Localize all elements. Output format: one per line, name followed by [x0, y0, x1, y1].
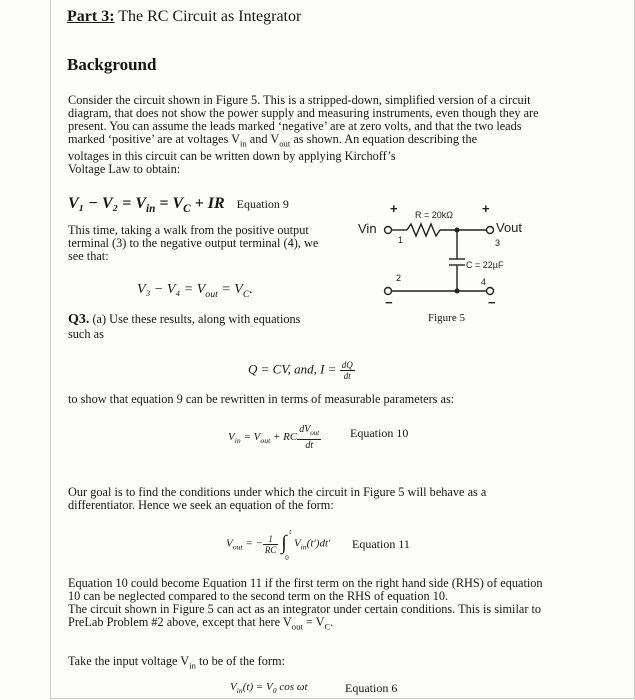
equation-9-label: Equation 9	[236, 197, 289, 211]
vout-label: Vout	[496, 220, 523, 235]
integral-sign: ∫	[281, 532, 287, 554]
intro-line: diagram, that does not show the power supply and measuring instruments, even though they are	[68, 106, 539, 120]
background-heading: Background	[67, 55, 157, 74]
minus-sign-right: −	[488, 295, 496, 310]
intro-line: present. You can assume the leads marked ‘negative’ are at zero volts, and that the two leads	[68, 119, 522, 133]
node-2-label: 2	[396, 273, 402, 283]
walk-paragraph: This time, taking a walk from the positive output terminal (3) to the negative output terminal (4), we see that:	[68, 223, 319, 263]
resistor-label: R = 20kΩ	[415, 210, 453, 220]
rc-circuit-figure	[350, 195, 540, 310]
intro-line: voltages in this circuit can be written down by applying Kirchoff’s	[68, 149, 396, 164]
equation-11: $V_{out}$ = − $\frac{1}{RC}$ ∫ t 0 $V_{in}(t')dt'$	[226, 528, 331, 562]
take-input-text: Take the input voltage $V_{in}$ to be of the form:	[68, 654, 286, 671]
equation-9: $V_1 - V_2 = V_{in} = V_C$ + IR Equation 9	[68, 195, 289, 216]
q3-label: Q3.	[68, 312, 90, 327]
equation-10-label: Equation 10	[350, 426, 409, 440]
question-q3: Q3. (a) Use these results, along with equations such as	[68, 312, 301, 341]
node-4-label: 4	[481, 277, 487, 287]
q-cv-equation: Q = CV, and, I = $\frac{dQ}{dt}$	[248, 360, 353, 381]
equation-10: $V_{in} = V_{out}$ + RC $\frac{dV_{out}}{dt}$	[228, 424, 320, 451]
intro-line: Voltage Law to obtain:	[68, 162, 181, 177]
vout-terminal-3	[487, 227, 494, 234]
equation-6-label: Equation 6	[345, 681, 398, 695]
intro-line: Consider the circuit shown in Figure 5. This is a stripped-down, simplified version of a circuit	[68, 93, 531, 107]
resistor-symbol	[407, 224, 440, 236]
vin-terminal-2	[385, 288, 392, 295]
equation-10-condition-paragraph: Equation 10 could become Equation 11 if the first term on the right hand side (RHS) of equation 10 can be neglected compared to the second term on the RHS of equation 10. The circuit shown in Figure 5 can act as an integrator under certain conditions. This is similar to PreLab Problem #2 above, except that here $V_{out} = V_C$.	[68, 576, 543, 632]
minus-sign-left: −	[385, 295, 393, 310]
goal-paragraph: Our goal is to find the conditions under which the circuit in Figure 5 will behave as a differentiator. Hence we seek an equation of the form:	[68, 485, 487, 512]
show-text: to show that equation 9 can be rewritten in terms of measurable parameters as:	[68, 392, 455, 406]
figure-5-caption: Figure 5	[428, 312, 465, 324]
node-3-label: 3	[495, 238, 501, 248]
part-label: Part 3:	[67, 8, 115, 25]
part-title	[67, 8, 301, 26]
v3-v4-equation: $V_3 - V_4 = V_{out} = V_C$.	[137, 282, 253, 300]
vin-label: Vin	[358, 221, 377, 236]
intro-paragraph	[68, 94, 568, 176]
plus-sign-left: +	[390, 201, 398, 216]
equation-11-label: Equation 11	[352, 537, 410, 551]
vin-terminal-1	[385, 227, 392, 234]
vout-terminal-4	[487, 288, 494, 295]
intro-line: marked ‘positive’ are at voltages $V_{in}$ and $V_{out}$ as shown. An equation describing the	[68, 132, 478, 149]
node-1-label: 1	[398, 235, 404, 245]
part-title-text: The RC Circuit as Integrator	[118, 8, 302, 25]
plus-sign-right: +	[482, 201, 490, 216]
capacitor-label: C = 22µF	[466, 260, 504, 270]
equation-6: $V_{in}(t) = V_0$ cos ωt	[230, 681, 308, 696]
